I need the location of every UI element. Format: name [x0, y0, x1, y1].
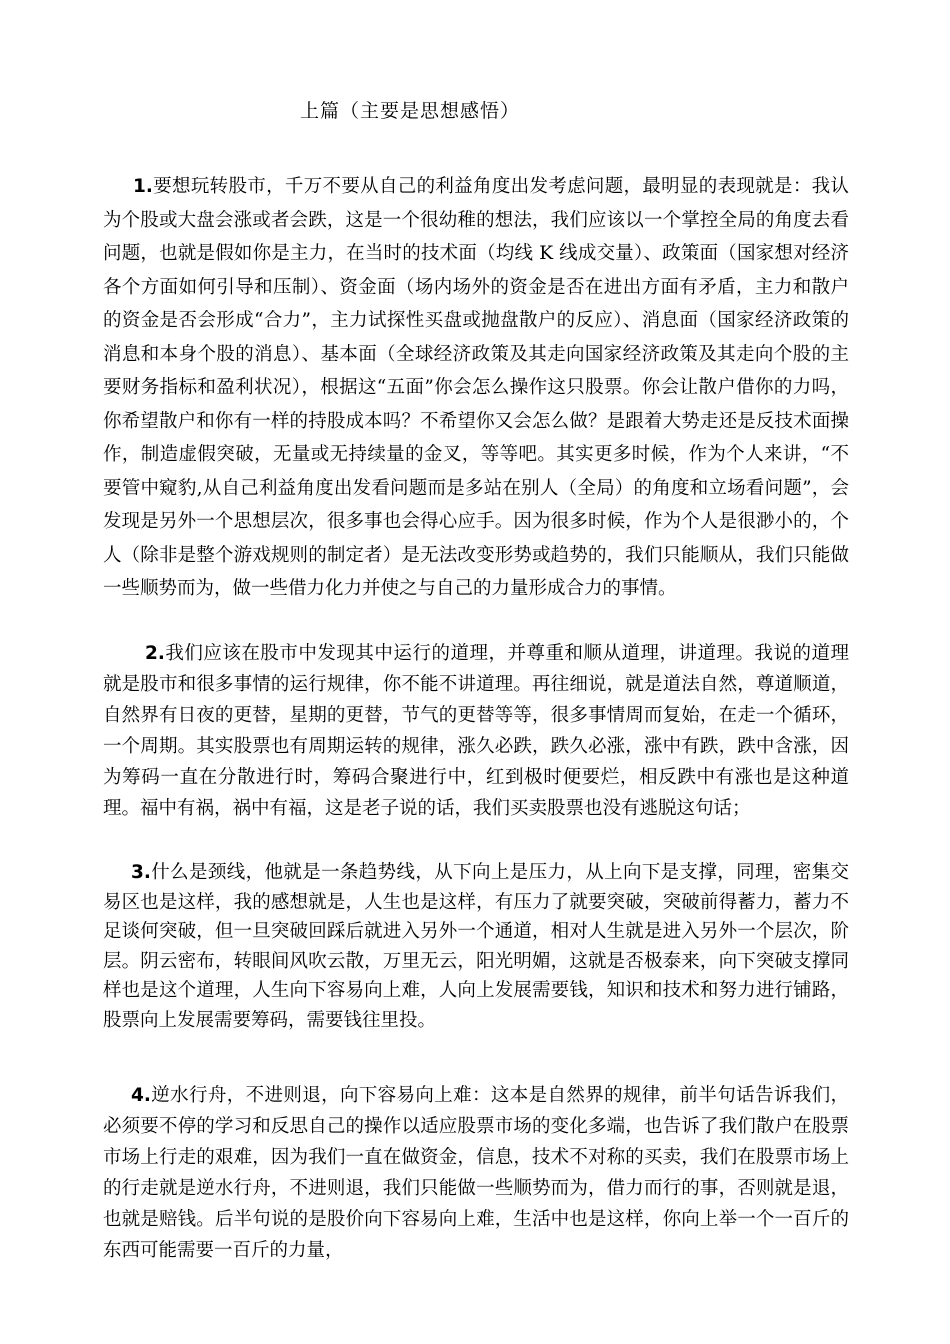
- paragraph-text: 逆水行舟，不进则退，向下容易向上难：这本是自然界的规律，前半句话告诉我们，必须要不停的学习和反思自己的操作以适应股票市场的变化多端，也告诉了我们散户在股票市场上行走的艰难，因为我们一直在做资金，信息，技术不对称的买卖，我们在股票市场上的行走就是逆水行舟，不进则退，我们只能做一些顺势而为，借力而行的事，否则就是退，也就是赔钱。后半句说的是股价向下容易向上难，生活中也是这样，你向上举一个一百斤的东西可能需要一百斤的力量，: [103, 1085, 849, 1261]
- paragraph-text: 什么是颈线，他就是一条趋势线，从下向上是压力，从上向下是支撑，同理，密集交易区也是这样，我的感想就是，人生也是这样，有压力了就要突破，突破前得蓄力，蓄力不足谈何突破，但一旦突破回踩后就进入另外一个通道，相对人生就是进入另外一个层次，阶层。阴云密布，转眼间风吹云散，万里无云，阳光明媚，这就是否极泰来，向下突破支撑同样也是这个道理，人生向下容易向上难，人向上发展需要钱，知识和技术和努力进行铺路，股票向上发展需要筹码，需要钱往里投。: [103, 862, 849, 1031]
- paragraph-number: 3.: [131, 862, 151, 883]
- paragraph-text: 我们应该在股市中发现其中运行的道理，并尊重和顺从道理，讲道理。我说的道理就是股市和很多事情的运行规律，你不能不讲道理。再往细说，就是道法自然，尊道顺道，自然界有日夜的更替，星期的更替，节气的更替等等，很多事情周而复始，在走一个循环，一个周期。其实股票也有周期运转的规律，涨久必跌，跌久必涨，涨中有跌，跌中含涨，因为筹码一直在分散进行时，筹码合聚进行中，红到极时便要烂，相反跌中有涨也是这种道理。福中有祸，祸中有福，这是老子说的话，我们买卖股票也没有逃脱这句话；: [103, 643, 849, 819]
- document-title: 上篇（主要是思想感悟）: [299, 100, 520, 122]
- paragraph-1: [103, 170, 849, 606]
- paragraph-3: [103, 858, 849, 1035]
- paragraph-number: 4.: [131, 1085, 151, 1106]
- paragraph-number: 1.: [133, 176, 153, 197]
- paragraph-4: [103, 1080, 849, 1266]
- paragraph-2: [103, 638, 849, 824]
- paragraph-text: 要想玩转股市，千万不要从自己的利益角度出发考虑问题，最明显的表现就是：我认为个股或大盘会涨或者会跌，这是一个很幼稚的想法，我们应该以一个掌控全局的角度去看问题，也就是假如你是主力，在当时的技术面（均线 K 线成交量）、政策面（国家想对经济各个方面如何引导和压制）、资金面（场内场外的资金是否在进出方面有矛盾，主力和散户的资金是否会形成“合力”，主力试探性买盘或抛盘散户的反应）、消息面（国家经济政策的消息和本身个股的消息）、基本面（全球经济政策及其走向国家经济政策及其走向个股的主要财务指标和盈利状况），根据这“五面”你会怎么操作这只股票。你会让散户借你的力吗，你希望散户和你有一样的持股成本吗？不希望你又会怎么做？是跟着大势走还是反技术面操作，制造虚假突破，无量或无持续量的金叉，等等吧。其实更多时候，作为个人来讲，“不要管中窥豹,从自己利益角度出发看问题而是多站在别人（全局）的角度和立场看问题”，会发现是另外一个思想层次，很多事也会得心应手。因为很多时候，作为个人是很渺小的，个人（除非是整个游戏规则的制定者）是无法改变形势或趋势的，我们只能顺从，我们只能做一些顺势而为，做一些借力化力并使之与自己的力量形成合力的事情。: [103, 176, 849, 599]
- paragraph-number: 2.: [145, 643, 165, 664]
